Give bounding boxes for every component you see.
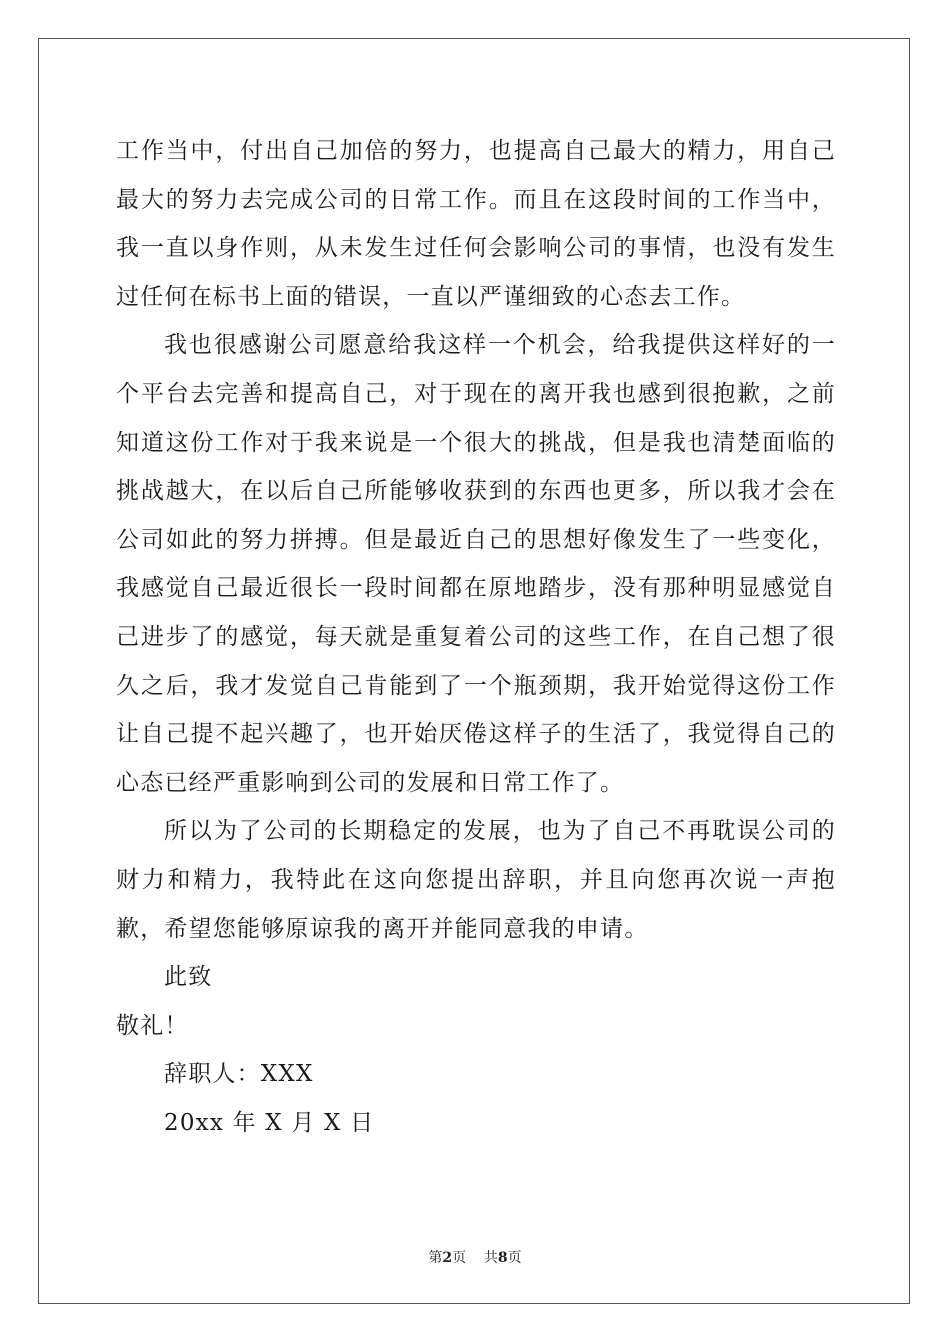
paragraph-continuation: 工作当中，付出自己加倍的努力，也提高自己最大的精力，用自己最大的努力去完成公司的日常工作。而且在这段时间的工作当中，我一直以身作则，从未发生过任何会影响公司的事情，也没有发生过任何在标书上面的错误，一直以严谨细致的心态去工作。 xyxy=(116,138,836,310)
footer-total-prefix: 共 xyxy=(483,1250,498,1266)
page-footer xyxy=(0,1247,950,1267)
date-line: 20xx 年 X 月 X 日 xyxy=(164,1109,375,1136)
footer-total-pages: 8 xyxy=(497,1250,508,1266)
footer-page-number: 2 xyxy=(442,1250,453,1266)
document-body xyxy=(116,127,836,1147)
signer-line: 辞职人：XXX xyxy=(164,1061,314,1088)
footer-prefix: 第 xyxy=(428,1250,443,1266)
salutation: 敬礼！ xyxy=(116,1012,189,1039)
footer-page-suffix: 页 xyxy=(452,1250,467,1266)
closing-phrase: 此致 xyxy=(164,964,213,991)
paragraph-resignation: 所以为了公司的长期稳定的发展，也为了自己不再耽误公司的财力和精力，我特此在这向您提出辞职，并且向您再次说一声抱歉，希望您能够原谅我的离开并能同意我的申请。 xyxy=(116,818,836,942)
footer-total-suffix: 页 xyxy=(507,1250,522,1266)
paragraph-gratitude: 我也很感谢公司愿意给我这样一个机会，给我提供这样好的一个平台去完善和提高自己，对于现在的离开我也感到很抱歉，之前知道这份工作对于我来说是一个很大的挑战，但是我也清楚面临的挑战越大，在以后自己所能够收获到的东西也更多，所以我才会在公司如此的努力拼搏。但是最近自己的思想好像发生了一些变化，我感觉自己最近很长一段时间都在原地踏步，没有那种明显感觉自己进步了的感觉，每天就是重复着公司的这些工作，在自己想了很久之后，我才发觉自己肯能到了一个瓶颈期，我开始觉得这份工作让自己提不起兴趣了，也开始厌倦这样子的生活了，我觉得自己的心态已经严重影响到公司的发展和日常工作了。 xyxy=(116,332,836,796)
